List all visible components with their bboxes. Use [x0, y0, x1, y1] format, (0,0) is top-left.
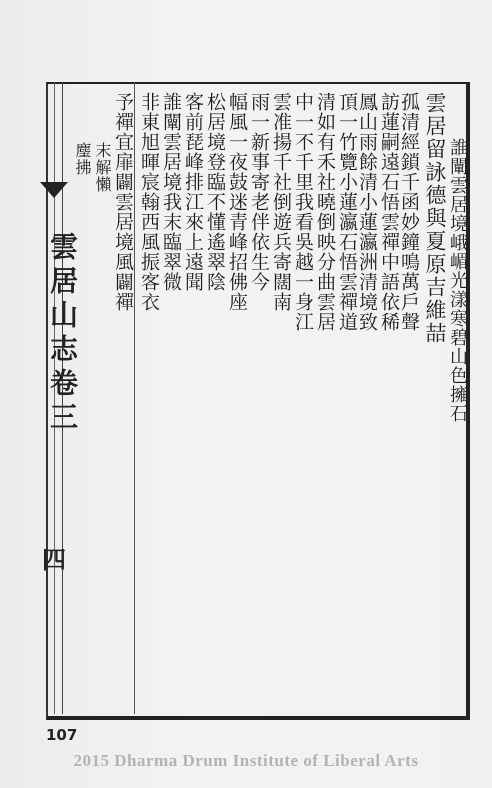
verse-column-5: 清如有禾社曉倒映分曲雲居 — [314, 92, 336, 332]
band-page-number: 四 — [42, 545, 66, 574]
verse-column-14: 予禪宜扉闢雲居境風闢禪 — [112, 92, 134, 312]
verse-column-16: 麈拂 — [73, 142, 92, 176]
band-divider-right — [134, 82, 135, 714]
verse-column-8: 雨一新事寄老伴依生今 — [248, 92, 270, 292]
verse-column-9: 幅風一夜鼓迷青峰招佛座 — [226, 92, 248, 312]
verse-column-15: 末解懶 — [93, 142, 112, 193]
verse-column-7: 雲准揚千社倒遊兵寄闊南 — [270, 92, 292, 312]
verse-column-6: 中一不千里我看吳越一身江 — [292, 92, 314, 332]
fish-tail-mark — [40, 182, 68, 198]
band-title: 雲居山志卷三 — [46, 232, 79, 436]
verse-column-2: 訪蓮嗣遠石悟雲禪中語依稀 — [378, 92, 400, 332]
verse-column-13: 非東旭暉宸翰西風振客衣 — [138, 92, 160, 312]
verse-column-3: 鳳山雨餘清小蓮瀛洲清境致 — [356, 92, 378, 332]
verse-column-10: 松居境登臨不懂遙翠陰 — [204, 92, 226, 292]
poem-signature: 誰闡雲居境峨嵋光漾寒碧山色擁石 — [447, 138, 468, 423]
verse-column-4: 頂一竹覽小蓮瀛石悟雲禪道 — [336, 92, 358, 332]
poem-title: 雲居留詠德與夏原吉維喆 — [423, 92, 447, 345]
verse-column-1: 孤清經鎖千函妙鐘鳴萬戶聲 — [398, 92, 420, 332]
page-number: 107 — [46, 726, 78, 744]
verse-column-11: 客前琵峰排江來上遠聞 — [182, 92, 204, 292]
watermark: 2015 Dharma Drum Institute of Liberal Arts — [73, 751, 419, 770]
verse-column-12: 誰闡雲居境我末臨翠微 — [160, 92, 182, 292]
